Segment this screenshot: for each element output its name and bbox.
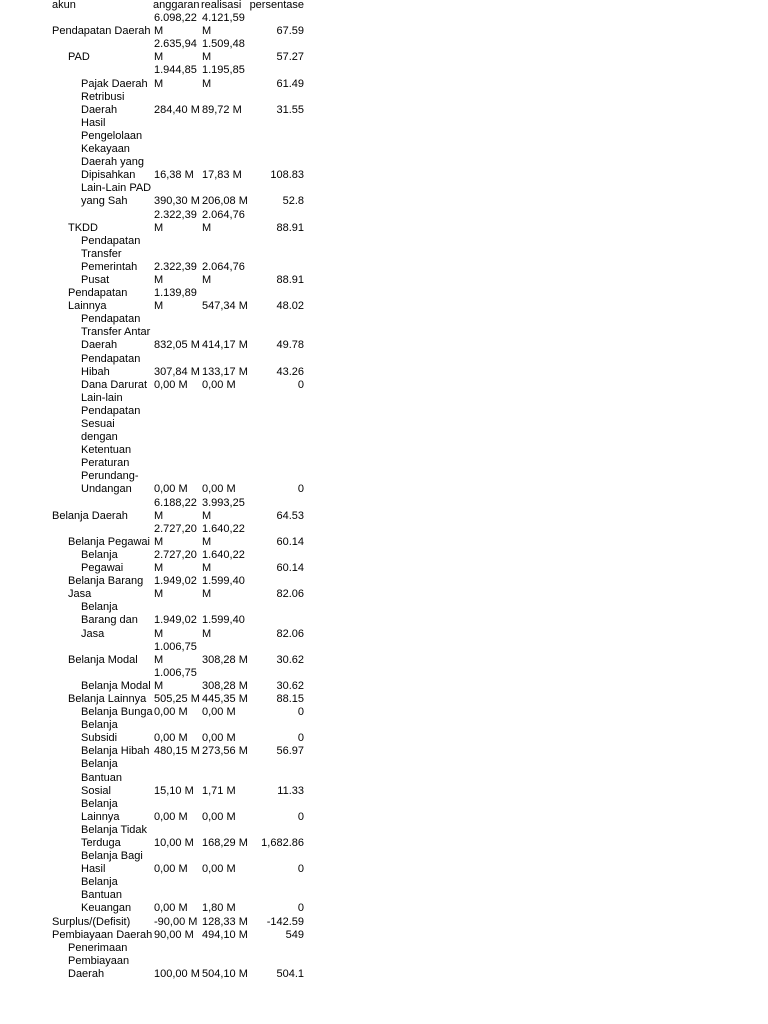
anggaran-cell: 2.322,39 M: [154, 208, 197, 234]
anggaran-cell: 2.635,94 M: [154, 38, 197, 64]
persentase-cell: 0: [297, 810, 304, 823]
persentase-cell: 30.62: [276, 653, 304, 666]
akun-cell: [52, 313, 153, 352]
anggaran-cell: 0,00 M: [154, 483, 188, 496]
anggaran-cell: 15,10 M: [154, 784, 194, 797]
akun-cell: [52, 38, 153, 64]
akun-label: Pendapatan Lainnya: [68, 287, 128, 313]
akun-label: Belanja Daerah: [52, 509, 128, 522]
realisasi-cell: 168,29 M: [202, 837, 248, 849]
realisasi-cell: 1.195,85 M: [202, 64, 245, 90]
anggaran-cell: 2.322,39 M: [154, 260, 197, 286]
realisasi-cell: 414,17 M: [202, 339, 248, 352]
anggaran-cell: -90,00 M: [154, 915, 198, 928]
akun-label: Belanja Barang dan Jasa: [81, 601, 138, 640]
table-row: [52, 38, 304, 64]
akun-label: Penerimaan Pembiayaan Daerah: [68, 941, 130, 980]
header-row: [52, 0, 304, 12]
akun-cell: [52, 876, 153, 915]
persentase-cell: 11.33: [277, 784, 304, 797]
table-row: [52, 641, 304, 667]
header-anggaran: anggaran: [153, 0, 200, 11]
realisasi-cell: 2.064,76 M: [202, 208, 245, 234]
akun-cell: [52, 706, 153, 719]
table-row: [52, 575, 304, 601]
persentase-cell: 1,682.86: [261, 837, 304, 849]
persentase-cell: 49.78: [276, 339, 304, 352]
table-row: [52, 235, 304, 287]
table-row: [52, 706, 304, 719]
table-row: [52, 91, 304, 117]
table-row: [52, 182, 304, 208]
table-row: [52, 392, 304, 497]
realisasi-cell: 547,34 M: [202, 300, 248, 313]
header-realisasi: realisasi: [201, 0, 242, 11]
persentase-cell: 61.49: [276, 77, 304, 90]
anggaran-cell: 0,00 M: [154, 863, 188, 876]
realisasi-cell: 1.640,22 M: [202, 522, 245, 548]
table-row: [52, 313, 304, 352]
anggaran-cell: 1.006,75 M: [154, 640, 197, 666]
akun-cell: [52, 353, 153, 379]
akun-label: Belanja Bagi Hasil: [81, 850, 143, 876]
persentase-cell: 48.02: [276, 300, 304, 313]
akun-cell: [52, 758, 153, 797]
realisasi-cell: 0,00 M: [202, 378, 236, 391]
akun-cell: [52, 235, 153, 287]
realisasi-cell: 2.064,76 M: [202, 260, 245, 286]
anggaran-cell: 1.944,85 M: [154, 64, 197, 90]
realisasi-cell: 1,71 M: [202, 784, 236, 797]
persentase-cell: 52.8: [282, 195, 304, 208]
header-persentase: persentase: [249, 0, 304, 11]
akun-label: TKDD: [68, 221, 98, 234]
persentase-cell: 30.62: [276, 679, 304, 692]
akun-cell: [52, 91, 153, 117]
akun-cell: [52, 64, 153, 90]
realisasi-cell: 504,10 M: [202, 967, 248, 980]
realisasi-cell: 273,56 M: [202, 745, 248, 758]
persentase-cell: 88.91: [276, 221, 304, 234]
table-row: [52, 353, 304, 379]
realisasi-cell: 308,28 M: [202, 679, 248, 692]
akun-label: Belanja Hibah: [81, 745, 150, 758]
realisasi-cell: 3.993,25 M: [202, 496, 245, 522]
akun-cell: [52, 850, 153, 876]
persentase-cell: 504.1: [276, 967, 304, 980]
akun-cell: [52, 667, 153, 693]
realisasi-cell: 1,80 M: [202, 902, 236, 915]
table-row: [52, 287, 304, 313]
akun-cell: [52, 549, 153, 575]
realisasi-cell: 494,10 M: [202, 928, 248, 941]
akun-cell: [52, 745, 153, 758]
table-row: [52, 667, 304, 693]
anggaran-cell: 480,15 M: [154, 745, 200, 758]
persentase-cell: 0: [297, 732, 304, 745]
realisasi-cell: 0,00 M: [202, 863, 236, 876]
akun-label: Belanja Subsidi: [81, 719, 118, 745]
anggaran-cell: 10,00 M: [154, 837, 194, 849]
akun-cell: [52, 379, 153, 392]
akun-cell: [52, 523, 153, 549]
persentase-cell: 56.97: [276, 745, 304, 758]
akun-cell: [52, 824, 153, 850]
akun-label: Belanja Modal: [68, 653, 138, 666]
realisasi-cell: 0,00 M: [202, 706, 236, 719]
persentase-cell: 60.14: [276, 562, 304, 575]
table-row: [52, 523, 304, 549]
table-row: [52, 209, 304, 235]
akun-label: Pendapatan Transfer Antar Daerah: [81, 313, 151, 352]
akun-cell: [52, 916, 153, 929]
persentase-cell: 108.83: [270, 169, 304, 182]
realisasi-cell: 206,08 M: [202, 195, 248, 208]
table-row: [52, 601, 304, 640]
akun-cell: [52, 693, 153, 706]
anggaran-cell: 100,00 M: [154, 967, 200, 980]
akun-label: Lain-Lain PAD yang Sah: [81, 182, 152, 208]
persentase-cell: 82.06: [276, 627, 304, 640]
persentase-cell: 88.15: [276, 692, 304, 705]
akun-label: Pendapatan Daerah: [52, 25, 151, 38]
persentase-cell: 88.91: [276, 273, 304, 286]
akun-cell: [52, 182, 153, 208]
persentase-cell: 549: [285, 928, 304, 941]
akun-label: Belanja Tidak Terduga: [81, 823, 148, 849]
akun-label: Belanja Modal: [81, 679, 151, 692]
persentase-cell: 0: [297, 483, 304, 496]
akun-label: Retribusi Daerah: [81, 90, 125, 116]
anggaran-cell: 832,05 M: [154, 339, 200, 352]
table-row: [52, 942, 304, 981]
akun-label: Hasil Pengelolaan Kekayaan Daerah yang Dipisahkan: [81, 116, 144, 182]
anggaran-cell: 6.098,22 M: [154, 12, 197, 38]
table-row: [52, 379, 304, 392]
akun-label: Belanja Lainnya: [81, 797, 120, 823]
table-row: [52, 850, 304, 876]
akun-cell: [52, 117, 153, 182]
anggaran-cell: 2.727,20 M: [154, 548, 197, 575]
table-row: [52, 824, 304, 850]
anggaran-cell: 2.727,20 M: [154, 522, 197, 548]
akun-label: Pendapatan Hibah: [81, 352, 141, 378]
table-row: [52, 876, 304, 915]
realisasi-cell: 1.599,40 M: [202, 575, 245, 601]
anggaran-cell: 0,00 M: [154, 732, 188, 745]
akun-cell: [52, 929, 153, 942]
akun-cell: [52, 209, 153, 235]
table-row: [52, 798, 304, 824]
anggaran-cell: 505,25 M: [154, 692, 200, 705]
realisasi-cell: 1.640,22 M: [202, 548, 245, 575]
realisasi-cell: 89,72 M: [202, 103, 242, 116]
persentase-cell: -142.59: [266, 915, 304, 928]
akun-label: Pajak Daerah: [81, 77, 148, 90]
table-row: [52, 12, 304, 38]
persentase-cell: 57.27: [276, 51, 304, 64]
table-body: [52, 12, 304, 981]
persentase-cell: 43.26: [276, 365, 304, 378]
anggaran-cell: 6.188,22 M: [154, 496, 197, 522]
table-row: [52, 758, 304, 797]
akun-label: Lain-lain Pendapatan Sesuai dengan Ketentuan Peraturan Perundang-Undangan: [81, 391, 141, 496]
persentase-cell: 0: [297, 902, 304, 915]
realisasi-cell: 308,28 M: [202, 653, 248, 666]
akun-cell: [52, 798, 153, 824]
anggaran-cell: 284,40 M: [154, 103, 200, 116]
realisasi-cell: 0,00 M: [202, 732, 236, 745]
akun-cell: [52, 497, 153, 523]
table-row: [52, 916, 304, 929]
akun-label: PAD: [68, 51, 90, 64]
table-row: [52, 117, 304, 182]
akun-cell: [52, 287, 153, 313]
akun-cell: [52, 641, 153, 667]
anggaran-cell: 0,00 M: [154, 378, 188, 391]
akun-label: Belanja Bantuan Sosial: [81, 758, 122, 797]
anggaran-cell: 1.139,89 M: [154, 287, 197, 313]
anggaran-cell: 390,30 M: [154, 195, 200, 208]
anggaran-cell: 0,00 M: [154, 706, 188, 719]
akun-label: Pembiayaan Daerah: [52, 928, 153, 941]
akun-cell: [52, 12, 153, 38]
anggaran-cell: 307,84 M: [154, 365, 200, 378]
persentase-cell: 67.59: [276, 25, 304, 38]
realisasi-cell: 128,33 M: [202, 915, 248, 928]
table-row: [52, 549, 304, 575]
anggaran-cell: 90,00 M: [154, 928, 194, 941]
table-row: [52, 719, 304, 745]
anggaran-cell: 1.949,02 M: [154, 575, 197, 601]
anggaran-cell: 1.006,75 M: [154, 666, 197, 692]
realisasi-cell: 1.599,40 M: [202, 614, 245, 640]
realisasi-cell: 0,00 M: [202, 483, 236, 496]
anggaran-cell: 1.949,02 M: [154, 614, 197, 640]
persentase-cell: 0: [297, 378, 304, 391]
akun-cell: [52, 719, 153, 745]
anggaran-cell: 16,38 M: [154, 169, 194, 182]
table-row: [52, 693, 304, 706]
akun-cell: [52, 575, 153, 601]
persentase-cell: 64.53: [276, 509, 304, 522]
anggaran-cell: 0,00 M: [154, 902, 188, 915]
persentase-cell: 0: [297, 863, 304, 876]
akun-cell: [52, 601, 153, 640]
akun-label: Belanja Pegawai: [81, 548, 124, 575]
akun-label: Belanja Pegawai: [68, 535, 150, 548]
persentase-cell: 31.55: [276, 103, 304, 116]
persentase-cell: 0: [297, 706, 304, 719]
akun-cell: [52, 942, 153, 981]
akun-label: Belanja Barang Jasa: [68, 575, 144, 601]
persentase-cell: 82.06: [276, 588, 304, 601]
persentase-cell: 60.14: [276, 535, 304, 548]
table-row: [52, 497, 304, 523]
budget-table: [52, 0, 304, 981]
akun-label: Belanja Bantuan Keuangan: [81, 876, 132, 915]
table-row: [52, 929, 304, 942]
table-row: [52, 745, 304, 758]
header-akun: akun: [52, 0, 76, 11]
akun-label: Dana Darurat: [81, 378, 148, 391]
realisasi-cell: 17,83 M: [202, 169, 242, 182]
realisasi-cell: 0,00 M: [202, 810, 236, 823]
akun-label: Belanja Lainnya: [68, 692, 147, 705]
akun-cell: [52, 392, 153, 497]
anggaran-cell: 0,00 M: [154, 810, 188, 823]
realisasi-cell: 445,35 M: [202, 692, 248, 705]
akun-label: Pendapatan Transfer Pemerintah Pusat: [81, 234, 141, 286]
table-row: [52, 64, 304, 90]
realisasi-cell: 133,17 M: [202, 365, 248, 378]
realisasi-cell: 1.509,48 M: [202, 38, 245, 64]
akun-label: Belanja Bunga: [81, 706, 153, 719]
akun-label: Surplus/(Defisit): [52, 915, 131, 928]
realisasi-cell: 4.121,59 M: [202, 12, 245, 38]
